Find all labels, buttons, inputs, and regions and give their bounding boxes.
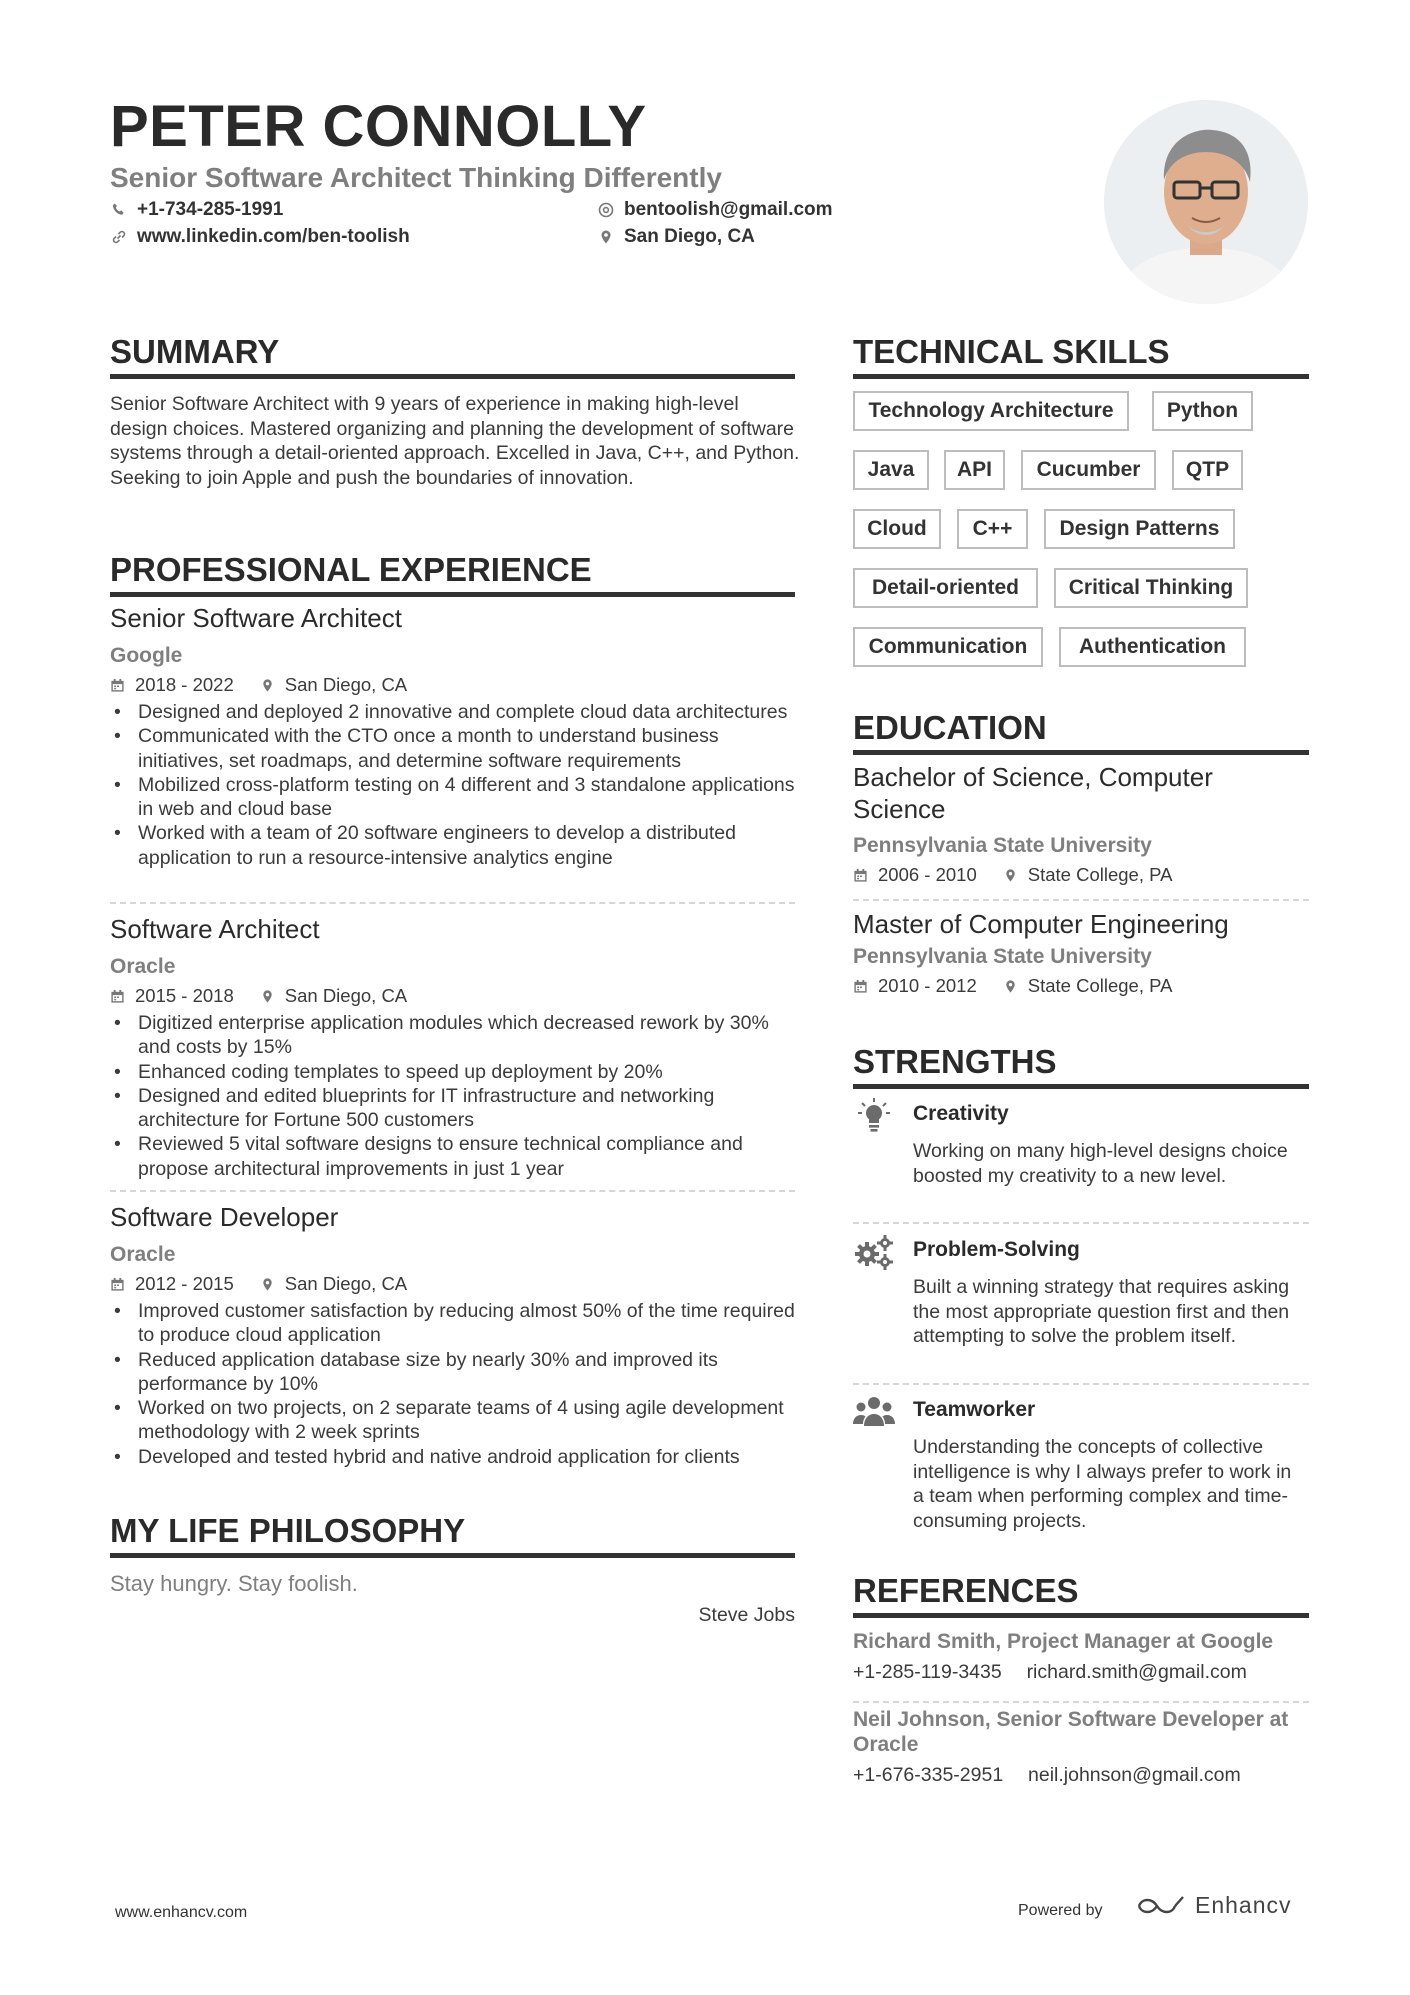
enhancv-logo-icon [1137,1893,1185,1919]
job-dates: 2015 - 2018 [135,985,234,1006]
job-entry [110,1202,800,1469]
reference-name: Richard Smith, Project Manager at Google [853,1630,1274,1653]
skills-rule [853,374,1309,379]
job-entry [110,603,800,870]
divider [853,899,1309,901]
at-icon [598,202,614,218]
email-text[interactable]: bentoolish@gmail.com [624,199,833,220]
job-bullet: • Mobilized cross-platform testing on 4 different and 3 standalone applications in web and cloud base [110,773,800,822]
job-meta [110,674,800,696]
job-bullets [110,1011,800,1181]
divider [110,1190,795,1192]
linkedin-text[interactable]: www.linkedin.com/ben-toolish [137,226,410,247]
skill-tag: Cucumber [1021,450,1156,490]
job-company: Google [110,644,183,667]
phone-text: +1-734-285-1991 [137,199,284,220]
references-rule [853,1613,1309,1618]
footer-brand[interactable] [1137,1892,1292,1919]
map-pin-icon [260,989,275,1004]
skill-tag: Python [1152,391,1253,431]
reference-email[interactable]: neil.johnson@gmail.com [1028,1764,1241,1786]
skill-tag: Cloud [853,509,941,549]
job-location: San Diego, CA [284,674,408,695]
brand-name: Enhancv [1195,1892,1292,1918]
education-location: State College, PA [1027,864,1173,885]
divider [853,1383,1309,1385]
reference-name: Neil Johnson, Senior Software Developer at Oracle [853,1708,1289,1756]
skill-tag: Design Patterns [1044,509,1235,549]
reference-contact [853,1764,1309,1787]
reference-email[interactable]: richard.smith@gmail.com [1026,1661,1247,1683]
skill-tag: Critical Thinking [1054,568,1248,608]
skill-tag: C++ [957,509,1028,549]
job-dates: 2018 - 2022 [135,674,234,695]
job-bullet: • Enhanced coding templates to speed up deployment by 20% [110,1060,800,1084]
education-location: State College, PA [1027,975,1173,996]
philosophy-author: Steve Jobs [698,1604,795,1626]
strengths-rule [853,1084,1309,1089]
job-entry [110,914,800,1181]
calendar-icon [110,989,125,1004]
job-bullet: • Reduced application database size by nearly 30% and improved its performance by 10% [110,1348,800,1397]
candidate-tagline: Senior Software Architect Thinking Differently [110,162,722,193]
skill-tag: API [944,450,1005,490]
job-bullet: • Designed and edited blueprints for IT infrastructure and networking architecture for Fortune 500 customers [110,1084,800,1133]
education-entry [853,908,1309,997]
education-dates: 2006 - 2010 [878,864,977,885]
job-bullet: • Worked with a team of 20 software engineers to develop a distributed application to run a resource-intensive analytics engine [110,821,800,870]
strength-text: Understanding the concepts of collective intelligence is why I always prefer to work in a team when performing complex and time-consuming projects. [913,1436,1292,1532]
skill-tag: Technology Architecture [853,391,1129,431]
reference-item [853,1629,1309,1684]
summary-title: SUMMARY [110,333,280,370]
divider [853,1222,1309,1224]
job-bullet: • Digitized enterprise application modules which decreased rework by 30% and costs by 15% [110,1011,800,1060]
reference-phone: +1-676-335-2951 [853,1764,1004,1786]
education-rule [853,750,1309,755]
job-bullet: • Communicated with the CTO once a month to understand business initiatives, set roadmaps, and determine software requirements [110,724,800,773]
reference-contact [853,1661,1309,1684]
job-meta [110,1273,800,1295]
map-pin-icon [1003,979,1018,994]
job-bullet: • Developed and tested hybrid and native android application for clients [110,1445,800,1469]
phone-icon [111,202,127,218]
job-location: San Diego, CA [284,985,408,1006]
contact-location [598,226,755,248]
job-bullets [110,700,800,870]
divider [110,902,795,904]
skill-tag: Detail-oriented [853,568,1038,608]
skill-tag: Java [853,450,929,490]
gears-icon [853,1234,895,1270]
skill-tag: Communication [853,627,1043,667]
calendar-icon [853,868,868,883]
link-icon [111,229,127,245]
footer-powered-by: Powered by [1018,1902,1103,1919]
users-icon [853,1394,895,1430]
job-location: San Diego, CA [284,1273,408,1294]
job-bullet: • Reviewed 5 vital software designs to ensure technical compliance and propose architectural improvements in just 1 year [110,1132,800,1181]
strength-text: Built a winning strategy that requires asking the most appropriate question first and then attempting to solve the problem itself. [913,1276,1290,1347]
reference-item [853,1707,1309,1787]
education-entry [853,761,1309,886]
summary-text: Senior Software Architect with 9 years of experience in making high-level design choices. Mastered organizing and planning the development of software systems through a detail-oriented approach. Excelled in Java, C++, and Python. Seeking to join Apple and push the boundaries of innovation. [110,393,800,489]
skills-title: TECHNICAL SKILLS [853,333,1170,370]
job-bullet: • Designed and deployed 2 innovative and complete cloud data architectures [110,700,800,724]
map-pin-icon [260,678,275,693]
education-school: Pennsylvania State University [853,945,1152,968]
profile-photo [1104,100,1308,304]
job-dates: 2012 - 2015 [135,1273,234,1294]
calendar-icon [110,1277,125,1292]
job-title: Software Developer [110,1202,339,1232]
strength-title: Teamworker [913,1398,1036,1421]
divider [853,1701,1309,1703]
job-company: Oracle [110,955,176,978]
candidate-name: PETER CONNOLLY [110,94,647,159]
skill-tag: Authentication [1059,627,1246,667]
education-meta [853,864,1309,886]
education-title: EDUCATION [853,709,1047,746]
education-degree: Bachelor of Science, Computer Science [853,762,1213,824]
experience-title: PROFESSIONAL EXPERIENCE [110,551,592,588]
education-dates: 2010 - 2012 [878,975,977,996]
strengths-title: STRENGTHS [853,1043,1057,1080]
education-meta [853,975,1309,997]
footer-url[interactable]: www.enhancv.com [115,1904,248,1921]
job-bullets [110,1299,800,1469]
job-title: Senior Software Architect [110,603,402,633]
philosophy-rule [110,1553,795,1558]
strength-title: Problem-Solving [913,1238,1080,1261]
job-bullet: • Worked on two projects, on 2 separate teams of 4 using agile development methodology with 2 week sprints [110,1396,800,1445]
summary-rule [110,374,795,379]
job-bullet: • Improved customer satisfaction by reducing almost 50% of the time required to produce cloud application [110,1299,800,1348]
education-school: Pennsylvania State University [853,834,1152,857]
references-title: REFERENCES [853,1572,1079,1609]
experience-rule [110,592,795,597]
philosophy-title: MY LIFE PHILOSOPHY [110,1512,466,1549]
contact-linkedin[interactable] [111,226,410,248]
reference-phone: +1-285-119-3435 [853,1661,1002,1683]
contact-email[interactable] [598,199,833,221]
map-pin-icon [1003,868,1018,883]
strength-title: Creativity [913,1102,1009,1125]
contact-phone [111,199,283,221]
job-title: Software Architect [110,914,320,944]
calendar-icon [853,979,868,994]
job-company: Oracle [110,1243,176,1266]
location-text: San Diego, CA [624,226,755,247]
map-pin-icon [598,229,614,245]
map-pin-icon [260,1277,275,1292]
calendar-icon [110,678,125,693]
job-meta [110,985,800,1007]
lightbulb-icon [858,1098,890,1134]
education-degree: Master of Computer Engineering [853,909,1229,939]
skill-tag: QTP [1172,450,1243,490]
strength-text: Working on many high-level designs choice boosted my creativity to a new level. [913,1140,1288,1187]
philosophy-quote: Stay hungry. Stay foolish. [110,1571,358,1596]
